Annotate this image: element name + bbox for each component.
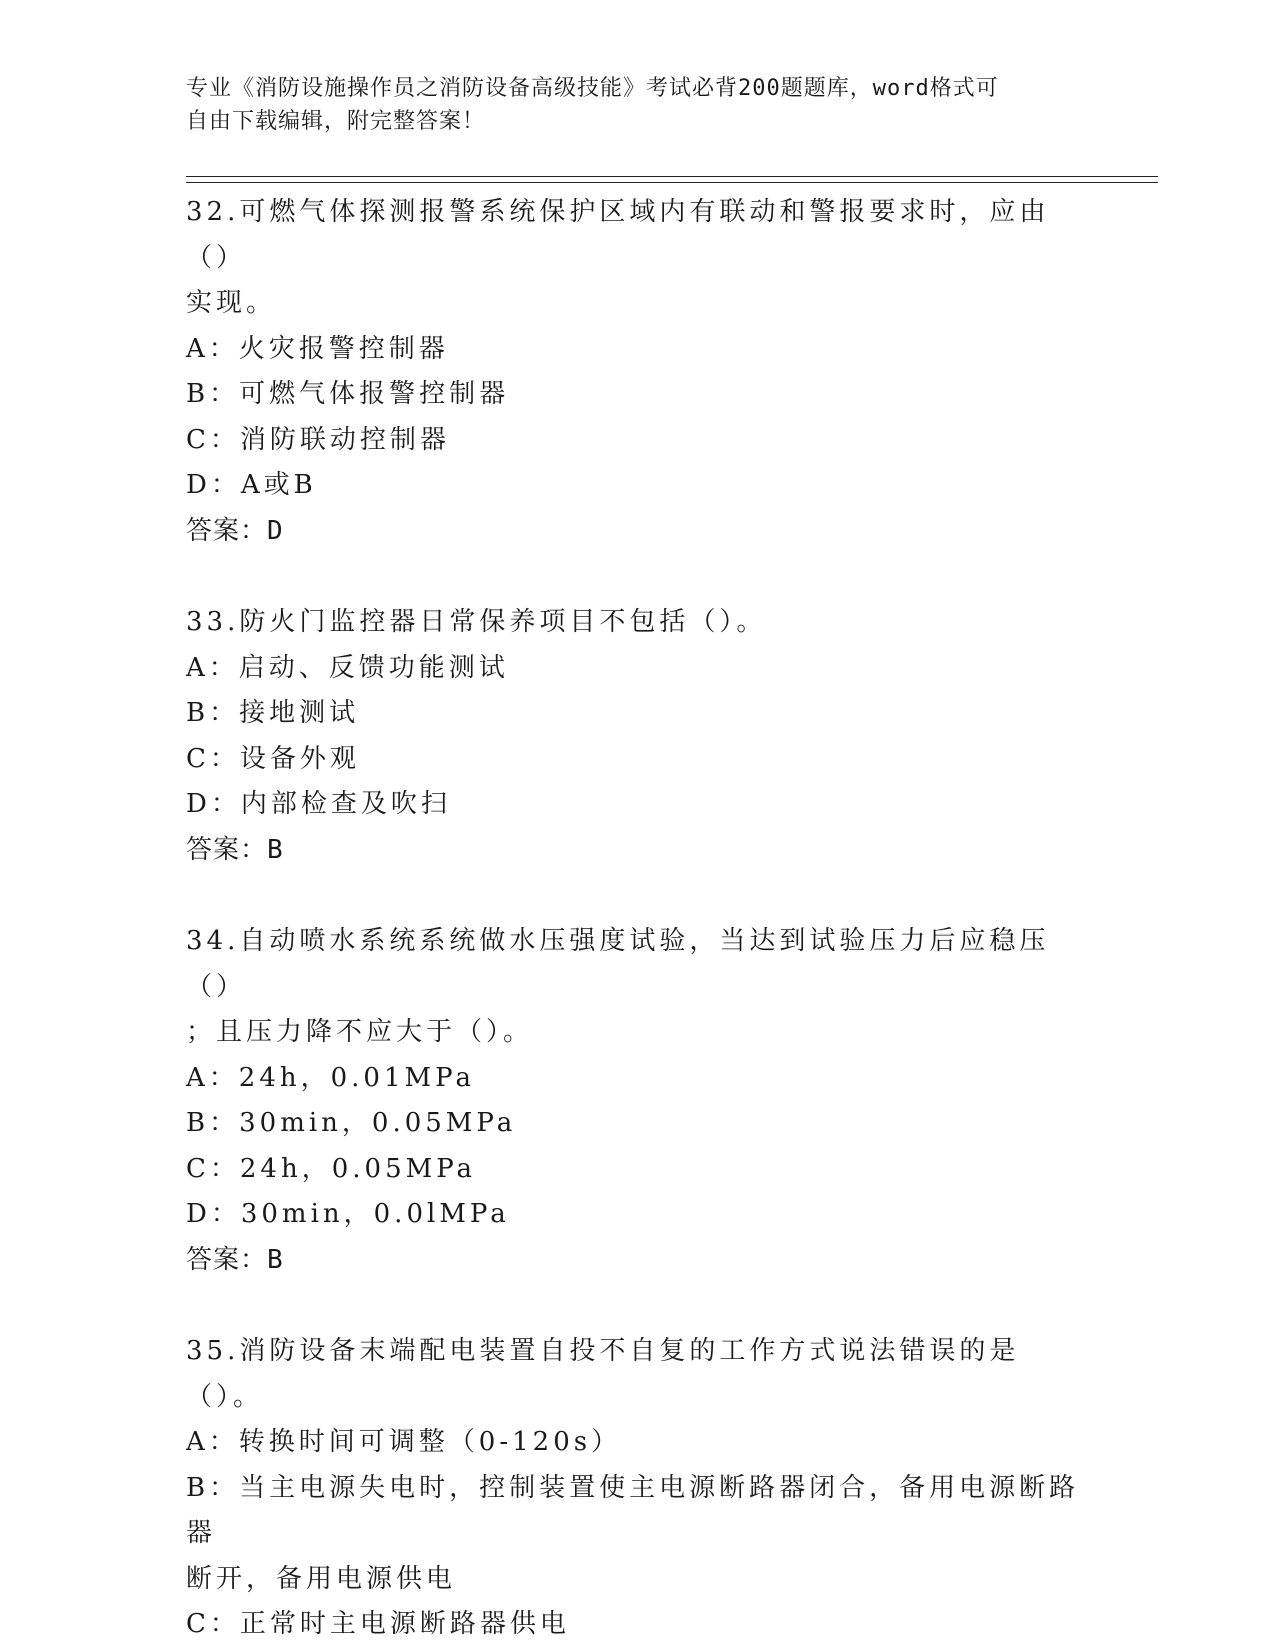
question-stem-continued: ；且压力降不应大于（）。 — [186, 1017, 534, 1047]
option-b: B：当主电源失电时，控制装置使主电源断路器闭合，备用电源断路器 — [186, 1472, 1080, 1548]
question-list — [186, 190, 1086, 1648]
question-32 — [186, 190, 1086, 554]
option-a: A：火灾报警控制器 — [186, 333, 449, 364]
option-b: B：接地测试 — [186, 698, 360, 728]
option-c: C：24h，0.05MPa — [186, 1153, 477, 1184]
option-d: D：30min，0.0lMPa — [186, 1199, 510, 1229]
question-stem: 34.自动喷水系统系统做水压强度试验，当达到试验压力后应稳压（） — [186, 926, 1050, 1002]
option-b: B：可燃气体报警控制器 — [186, 379, 510, 409]
option-a: A：转换时间可调整（0-120s） — [186, 1427, 622, 1457]
option-d: D：A或B — [186, 470, 317, 500]
option-c: C：设备外观 — [186, 743, 360, 774]
header-line-1: 专业《消防设施操作员之消防设备高级技能》考试必背200题题库，word格式可 — [186, 76, 999, 101]
option-c: C：消防联动控制器 — [186, 424, 450, 455]
option-a: A：启动、反馈功能测试 — [186, 652, 509, 683]
question-stem-continued: 实现。 — [186, 288, 277, 318]
answer: 答案：B — [186, 1244, 284, 1275]
header-line-2: 自由下载编辑，附完整答案！ — [186, 109, 486, 134]
answer: 答案：D — [186, 515, 284, 546]
header-divider-bottom — [186, 182, 1158, 183]
question-stem: 33.防火门监控器日常保养项目不包括（）。 — [186, 607, 767, 637]
option-d: D：内部检查及吹扫 — [186, 789, 451, 819]
option-a: A：24h，0.01MPa — [186, 1062, 475, 1093]
option-c: C：正常时主电源断路器供电 — [186, 1609, 570, 1639]
option-b-continued: 断开，备用电源供电 — [186, 1563, 457, 1594]
question-stem: 35.消防设备末端配电装置自投不自复的工作方式说法错误的是（）。 — [186, 1336, 1020, 1412]
question-33 — [186, 600, 1086, 873]
header-divider-top — [186, 176, 1158, 177]
question-34 — [186, 919, 1086, 1283]
option-b: B：30min，0.05MPa — [186, 1108, 517, 1138]
answer: 答案：B — [186, 834, 284, 865]
document-header — [186, 72, 1066, 138]
question-stem: 32.可燃气体探测报警系统保护区域内有联动和警报要求时，应由（） — [186, 197, 1050, 273]
question-35 — [186, 1329, 1086, 1648]
